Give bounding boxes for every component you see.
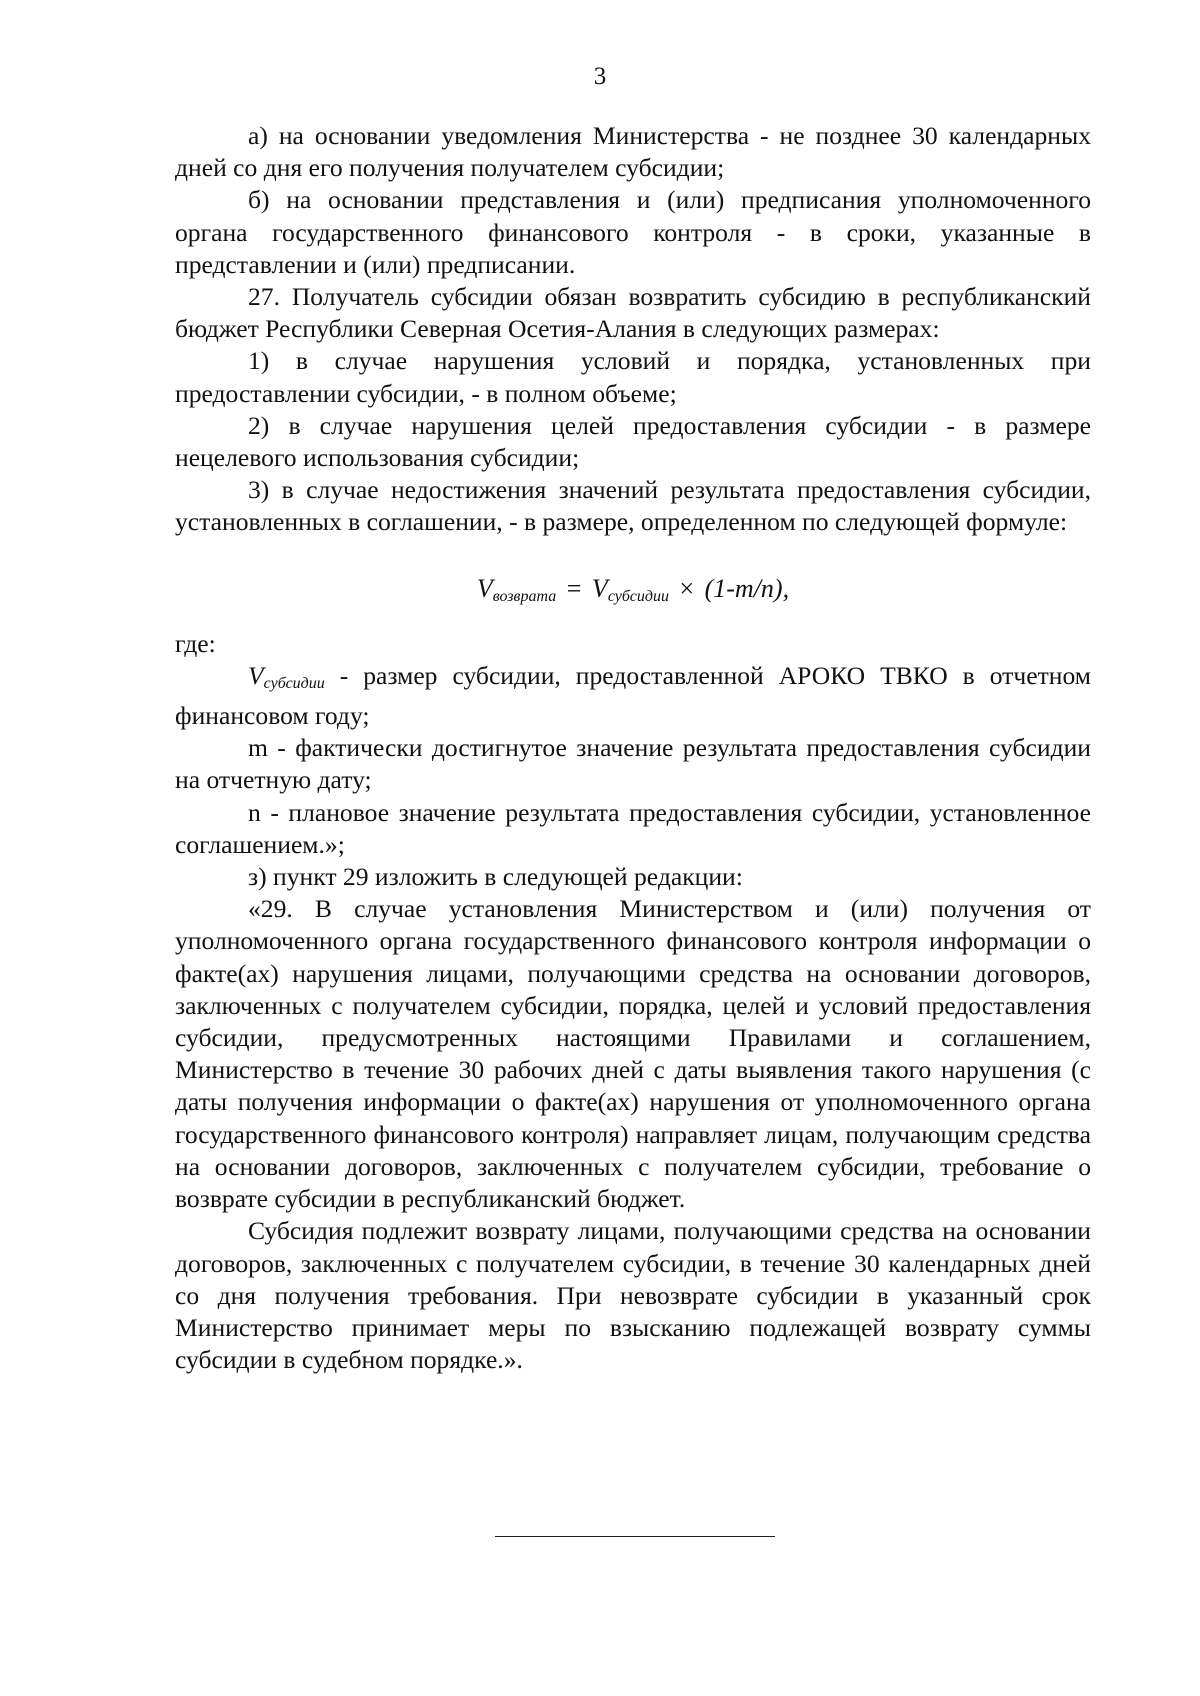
paragraph-27-3: 3) в случае недостижения значений результата предоставления субсидии, установленных в соглашении, - в размере, определенном по следующей формуле: xyxy=(175,475,1091,537)
paragraph-z: з) пункт 29 изложить в следующей редакции: xyxy=(248,862,743,892)
definition-v-sub: субсидии xyxy=(263,674,325,692)
paragraph-b: б) на основании представления и (или) предписания уполномоченного органа государственного финансового контроля - в сроки, указанные в представлении и (или) предписании. xyxy=(175,185,1091,279)
where-label: где: xyxy=(175,628,216,658)
end-divider-line xyxy=(495,1536,775,1537)
paragraph-a: а) на основании уведомления Министерства - не позднее 30 календарных дней со дня его получения получателем субсидии; xyxy=(175,121,1091,183)
definition-n: n - плановое значение результата предоставления субсидии, установленное соглашением.»; xyxy=(175,797,1091,859)
formula-rhs-sub: субсидии xyxy=(607,587,669,605)
formula-lhs-sub: возврата xyxy=(492,587,557,605)
formula-rhs-var: V xyxy=(591,573,608,603)
definition-v-text: - размер субсидии, предоставленной АРОКО ТВКО в отчетном финансовом году; xyxy=(175,660,1091,731)
formula-lhs-var: V xyxy=(476,573,493,603)
paragraph-27: 27. Получатель субсидии обязан возвратить субсидию в республиканский бюджет Республики Северная Осетия-Алания в следующих размерах: xyxy=(175,282,1091,344)
formula-factor: (1-m/n), xyxy=(704,573,790,603)
formula-times: × xyxy=(679,573,695,603)
paragraph-29: «29. В случае установления Министерством и (или) получения от уполномоченного органа государственного финансового контроля информации о факте(ах) нарушения лицами, получающими средства на основании договоров, заключенных с получателем субсидии, порядка, целей и условий предоставления субсидии, предусмотренных настоящими Правилами и соглашением, Министерство в течение 30 рабочих дней с даты выявления такого нарушения (с даты получения информации о факте(ах) нарушения от уполномоченного органа государственного финансового контроля) направляет лицам, получающим средства на основании договоров, заключенных с получателем субсидии, требование о возврате субсидии в республиканский бюджет. xyxy=(175,894,1091,1214)
paragraph-27-1: 1) в случае нарушения условий и порядка, установленных при предоставлении субсидии, - в полном объеме; xyxy=(175,346,1091,408)
definition-v-var: V xyxy=(248,660,264,690)
paragraph-29-refund: Субсидия подлежит возврату лицами, получающими средства на основании договоров, заключенных с получателем субсидии, в течение 30 календарных дней со дня получения требования. При невозврате субсидии в указанный срок Министерство принимает меры по взысканию подлежащей возврату суммы субсидии в судебном порядке.». xyxy=(175,1216,1091,1375)
document-body xyxy=(175,120,1091,1376)
definition-v xyxy=(175,660,1091,732)
definition-m: m - фактически достигнутое значение результата предоставления субсидии на отчетную дату; xyxy=(175,733,1091,795)
page-number: 3 xyxy=(593,63,607,90)
formula-equals: = xyxy=(566,573,582,603)
refund-formula xyxy=(175,572,1091,614)
paragraph-27-2: 2) в случае нарушения целей предоставления субсидии - в размере нецелевого использования субсидии; xyxy=(175,410,1091,473)
